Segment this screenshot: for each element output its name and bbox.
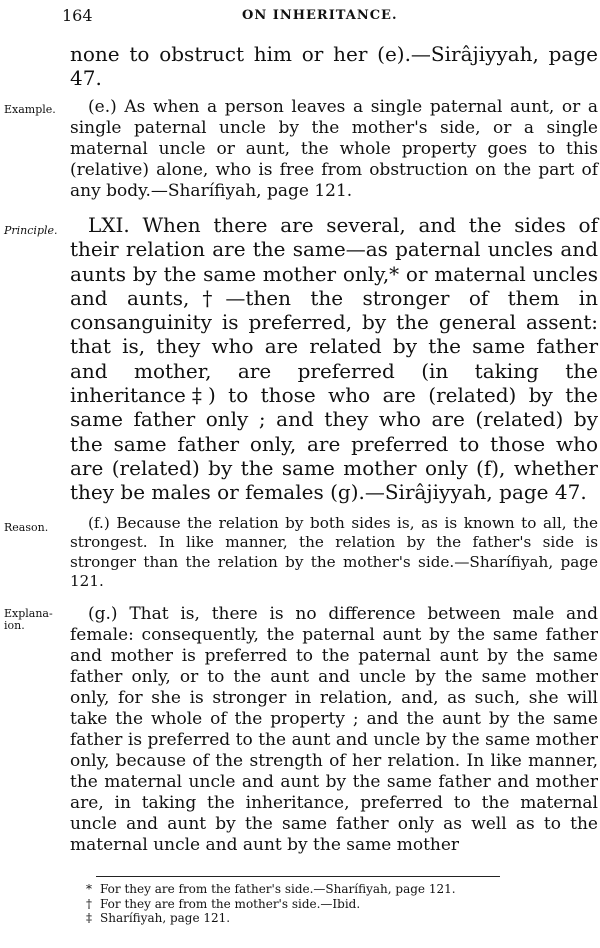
side-note-principle: Principle. [4, 224, 58, 237]
side-note-explanation-line-2: ion. [4, 619, 25, 632]
side-note-explanation-line-1: Explana- [4, 607, 53, 620]
side-note-explanation [4, 608, 53, 632]
footnote-mark: † [86, 896, 92, 911]
continuation-text: none to obstruct him or her (e).—Sirâjiyyah, page 47. [70, 42, 598, 91]
footnote-mark: ‡ [86, 911, 92, 925]
reason-paragraph [70, 514, 598, 592]
page-header [62, 6, 592, 26]
principle-paragraph [70, 213, 598, 505]
page-number: 164 [62, 6, 93, 25]
footnote-rule [96, 876, 500, 877]
example-text: (e.) As when a person leaves a single paternal aunt, or a single paternal uncle by the mother's side, or a single maternal uncle or aunt, the whole property goes to this (relative) alone, who is free from obstruction on the part of any body.—Sharífiyah, page 121. [70, 97, 598, 201]
footnote [86, 911, 586, 926]
footnote [86, 897, 586, 912]
reason-text: (f.) Because the relation by both sides is, as is known to all, the strongest. In like manner, the relation by the father's side is stronger than the relation by the mother's side.—Sharífiyah, page 121. [70, 514, 598, 591]
footnotes [86, 882, 586, 926]
explanation-paragraph [70, 604, 598, 856]
continuation-paragraph [70, 42, 598, 91]
footnote-text: For they are from the mother's side.—Ibid. [100, 896, 361, 911]
footnote-mark: * [86, 882, 92, 896]
footnote-text: For they are from the father's side.—Sharífiyah, page 121. [100, 882, 456, 896]
running-title: ON INHERITANCE. [242, 8, 398, 23]
principle-text: LXI. When there are several, and the sides of their relation are the same—as paternal uncles and aunts by the same mother only,* or maternal uncles and aunts,†—then the stronger of them in consanguinity is preferred, by the general assent: that is, they who are related by the same father and mother, are preferred (in taking the inheritance‡) to those who are (related) by the same father only ; and they who are (related) by the same father only, are preferred to those who are (related) by the same mother only (f), whether they be males or females (g).—Sirâjiyyah, page 47. [70, 213, 598, 505]
side-note-example: Example. [4, 103, 56, 116]
footnote-text: Sharífiyah, page 121. [100, 911, 231, 925]
explanation-text: (g.) That is, there is no difference between male and female: consequently, the paternal aunt by the same father and mother is preferred to the paternal aunt by the same father only, or to the aunt and uncle by the same mother only, for she is stronger in relation, and, as such, she will take the whole of the property ; and the aunt by the same father is preferred to the aunt and uncle by the same mother only, because of the strength of her relation. In like manner, the maternal uncle and aunt by the same father and mother are, in taking the inheritance, preferred to the maternal uncle and aunt by the same father only as well as to the maternal uncle and aunt by the same mother [70, 604, 598, 855]
side-note-reason: Reason. [4, 521, 49, 534]
footnote [86, 882, 586, 897]
example-paragraph [70, 97, 598, 202]
